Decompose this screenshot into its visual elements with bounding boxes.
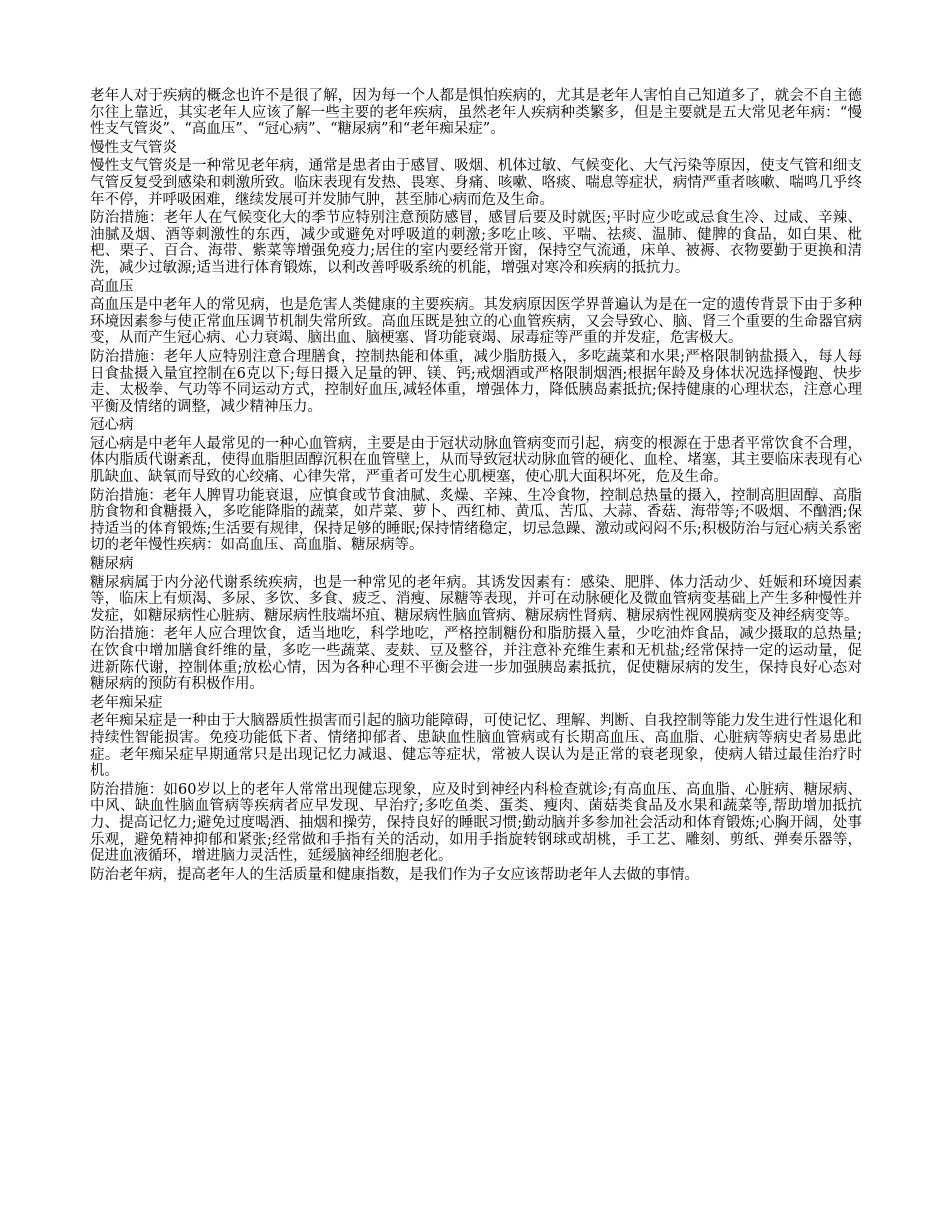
section-prevention: 防治措施：老年人应特别注意合理膳食，控制热能和体重，减少脂肪摄入，多吃蔬菜和水果;严格限制钠盐摄入，每人每日食盐摄入量宜控制在6克以下;每日摄入足量的钾、镁、钙;戒烟酒或严格限制烟酒;根据年龄及身体状况选择慢跑、快步走、太极拳、气功等不同运动方式，控制好血压,减轻体重，增强体力，降低胰岛素抵抗;保持健康的心理状态，注意心理平衡及情绪的调整，减少精神压力。 xyxy=(90,348,862,415)
section-prevention: 防治措施：老年人应合理饮食，适当地吃，科学地吃，严格控制糖份和脂肪摄入量，少吃油炸食品，减少摄取的总热量;在饮食中增加膳食纤维的量，多吃一些蔬菜、麦麸、豆及整谷，并注意补充维生素和无机盐;经常保持一定的运动量，促进新陈代谢，控制体重;放松心情，因为各种心理不平衡会进一步加强胰岛素抵抗，促使糖尿病的发生，保持良好心态对糖尿病的预防有积极作用。 xyxy=(90,626,862,693)
section-prevention: 防治措施：如60岁以上的老年人常常出现健忘现象，应及时到神经内科检查就诊;有高血压、高血脂、心脏病、糖尿病、中风、缺血性脑血管病等疾病者应早发现、早治疗;多吃鱼类、蛋类、瘦肉、菌菇类食品及水果和蔬菜等,帮助增加抵抗力、提高记忆力;避免过度喝酒、抽烟和操劳，保持良好的睡眠习惯;勤动脑并多参加社会活动和体育锻炼;心胸开阔，处事乐观，避免精神抑郁和紧张;经常做和手指有关的活动，如用手指旋转钢球或胡桃，手工艺、雕刻、剪纸、弹奏乐器等，促进血液循环，增进脑力灵活性，延缓脑神经细胞老化。 xyxy=(90,781,862,865)
section-body: 糖尿病属于内分泌代谢系统疾病，也是一种常见的老年病。其诱发因素有：感染、肥胖、体力活动少、妊娠和环境因素等，临床上有烦渴、多尿、多饮、多食、疲乏、消瘦、尿糖等表现，并可在动脉硬化及微血管病变基础上产生多种慢性并发症，如糖尿病性心脏病、糖尿病性肢端坏疽、糖尿病性脑血管病、糖尿病性肾病、糖尿病性视网膜病变及神经病变等。 xyxy=(90,574,862,624)
section-heading: 冠心病 xyxy=(90,417,134,434)
section-bronchitis xyxy=(90,140,862,277)
section-heading: 慢性支气管炎 xyxy=(90,139,177,156)
section-heading: 高血压 xyxy=(90,278,134,295)
section-prevention: 防治措施：老年人脾胃功能衰退，应慎食或节食油腻、炙燥、辛辣、生冷食物，控制总热量的摄入，控制高胆固醇、高脂肪食物和食糖摄入，多吃能降脂的蔬菜，如芹菜、萝卜、西红柿、黄瓜、苦瓜、大蒜、香菇、海带等;不吸烟、不酗酒;保持适当的体育锻炼;生活要有规律，保持足够的睡眠;保持情绪稳定，切忌急躁、激动或闷闷不乐;积极防治与冠心病关系密切的老年慢性疾病：如高血压、高血脂、糖尿病等。 xyxy=(90,487,862,554)
conclusion-paragraph: 防治老年病，提高老年人的生活质量和健康指数，是我们作为子女应该帮助老年人去做的事情。 xyxy=(90,866,699,883)
section-body: 老年痴呆症是一种由于大脑器质性损害而引起的脑功能障碍，可使记忆、理解、判断、自我控制等能力发生进行性退化和持续性智能损害。免疫功能低下者、情绪抑郁者、患缺血性脑血管病或有长期高血压、高血脂、心脏病等病史者易患此症。老年痴呆症早期通常只是出现记忆力减退、健忘等症状，常被人误认为是正常的衰老现象，使病人错过最佳治疗时机。 xyxy=(90,713,862,780)
section-coronary-heart-disease xyxy=(90,417,862,554)
section-body: 冠心病是中老年人最常见的一种心血管病，主要是由于冠状动脉血管病变而引起，病变的根源在于患者平常饮食不合理，体内脂质代谢紊乱，使得血脂胆固醇沉积在血管壁上，从而导致冠状动脉血管的硬化、血栓、堵塞，其主要临床表现有心肌缺血、缺氧而导致的心绞痛、心律失常，严重者可发生心肌梗塞，使心肌大面积坏死，危及生命。 xyxy=(90,435,862,486)
section-body: 高血压是中老年人的常见病，也是危害人类健康的主要疾病。其发病原因医学界普遍认为是在一定的遗传背景下由于多种环境因素参与使正常血压调节机制失常所致。高血压既是独立的心血管疾病，又会导致心、脑、肾三个重要的生命器官病变，从而产生冠心病、心力衰竭、脑出血、脑梗塞、肾功能衰竭、尿毒症等严重的并发症，危害极大。 xyxy=(90,297,862,347)
section-diabetes xyxy=(90,556,862,693)
intro-paragraph: 老年人对于疾病的概念也许不是很了解，因为每一个人都是惧怕疾病的，尤其是老年人害怕自己知道多了，就会不自主德尔往上靠近，其实老年人应该了解一些主要的老年疾病，虽然老年人疾病种类繁多，但是主要就是五大常见老年病：“慢性支气管炎”、“高血压”、“冠心病”、“糖尿病”和“老年痴呆症”。 xyxy=(90,88,862,138)
section-dementia xyxy=(90,695,862,865)
section-hypertension xyxy=(90,279,862,416)
document-page xyxy=(90,88,862,885)
section-prevention: 防治措施：老年人在气候变化大的季节应特别注意预防感冒，感冒后要及时就医;平时应少吃或忌食生冷、过咸、辛辣、油腻及烟、酒等刺激性的东西，减少或避免对呼吸道的刺激;多吃止咳、平喘、祛痰、温肺、健脾的食品，如白果、枇杷、栗子、百合、海带、紫菜等增强免疫力;居住的室内要经常开窗，保持空气流通，床单、被褥、衣物要勤于更换和清洗，减少过敏源;适当进行体育锻炼，以利改善呼吸系统的机能，增强对寒冷和疾病的抵抗力。 xyxy=(90,210,862,276)
section-heading: 糖尿病 xyxy=(90,556,134,573)
section-body: 慢性支气管炎是一种常见老年病，通常是患者由于感冒、吸烟、机体过敏、气候变化、大气污染等原因，使支气管和细支气管反复受到感染和刺激所致。临床表现有发热、畏寒、身痛、咳嗽、咯痰、喘息等症状，病情严重者咳嗽、喘鸣几乎终年不停，并呼吸困难，继续发展可并发肺气肿，甚至肺心病而危及生命。 xyxy=(90,158,862,208)
section-heading: 老年痴呆症 xyxy=(90,694,163,711)
